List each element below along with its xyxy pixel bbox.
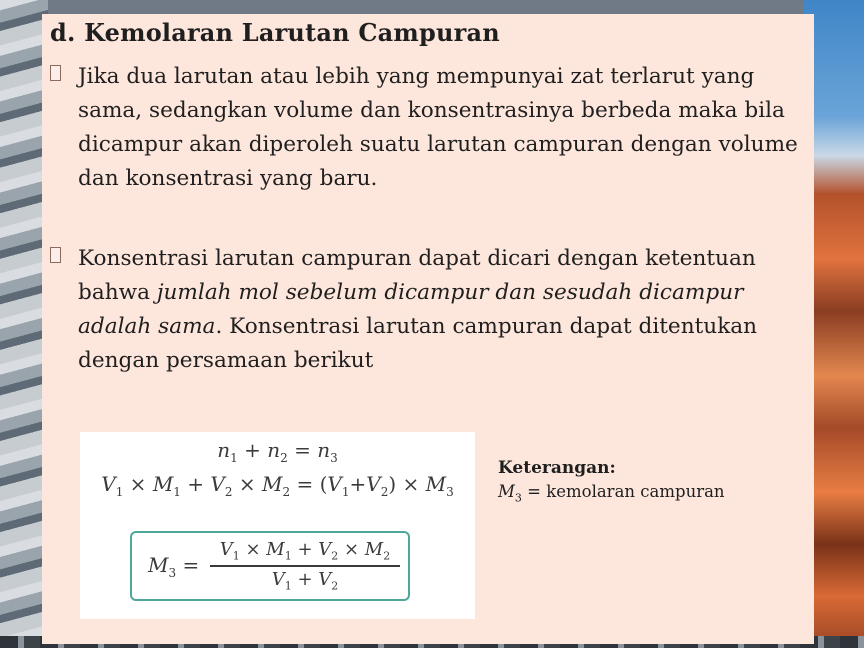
bullet-square-icon <box>50 65 61 81</box>
legend-title: Keterangan: <box>498 458 616 478</box>
equation-result-box <box>130 531 410 601</box>
equation-mole-sum: $n_1 + n_2 = n_3$ <box>217 438 338 465</box>
slide-heading: d. Kemolaran Larutan Campuran <box>50 18 500 47</box>
bullet-text-2-italic: jumlah mol sebelum dicampur dan sesudah dicampur adalah sama <box>78 280 744 339</box>
fraction-denominator: $V_1 + V_2$ <box>271 568 339 593</box>
equation-image <box>80 432 475 619</box>
equation-result-lhs: $M_3$ = <box>148 553 200 580</box>
legend-item-m3 <box>498 482 725 504</box>
bullet-item-2 <box>50 242 804 378</box>
background-left-pipes <box>0 0 48 648</box>
bullet-item-1 <box>50 60 804 196</box>
bullet-text-1: Jika dua larutan atau lebih yang mempunyai zat terlarut yang sama, sedangkan volume dan konsentrasinya berbeda maka bila dicampur akan diperoleh suatu larutan campuran dengan volume dan konsentrasi yang baru. <box>78 64 798 191</box>
equation-volume-molarity: $V_1 \times M_1 + V_2 \times M_2 = (V_1+V_2) \times M_3$ <box>101 472 454 499</box>
legend-description: = kemolaran campuran <box>527 482 725 501</box>
bullet-text-2-after: . Konsentrasi larutan campuran dapat ditentukan dengan persamaan berikut <box>78 314 758 373</box>
legend-box <box>498 458 725 504</box>
bullet-square-icon <box>50 247 61 263</box>
bullet-text-2-before: Konsentrasi larutan campuran dapat dicari dengan ketentuan bahwa <box>78 246 756 305</box>
fraction-numerator: $V_1 \times M_1 + V_2 \times M_2$ <box>219 539 391 563</box>
fraction-bar <box>210 565 400 567</box>
legend-symbol: M <box>498 482 515 501</box>
legend-subscript: 3 <box>514 491 522 505</box>
equation-result-fraction <box>210 539 400 592</box>
bullet-text-2 <box>78 242 804 378</box>
